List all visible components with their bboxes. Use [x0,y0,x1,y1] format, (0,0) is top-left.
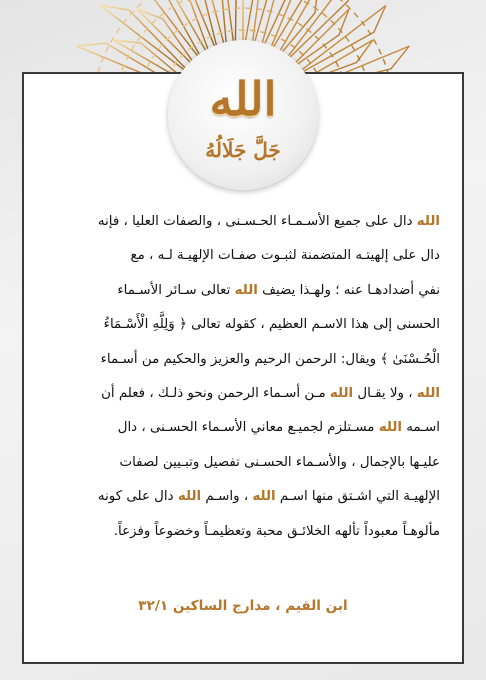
divine-name-highlight: الله [416,386,440,402]
divine-name-highlight: الله [378,420,402,436]
quote-line: عليـها بالإجمال ، والأسـماء الحسـنى تفصيل وتبـيين لصفات [119,454,440,470]
quote-line: اسـمه الله مسـتلزم لجميـع معاني الأسـماء الحسـنى ، دال [117,420,440,436]
quote-line: الإلهيـة التي اشـتق منها اسـم الله ، واسـم الله دال على كونه [97,489,440,505]
quote-line: الله دال على جميع الأسـمـاء الحـسـنى ، والصفات العليا ، فإنه [97,214,440,229]
emblem-honorific-text: جَلَّ جَلَالُهُ [205,138,281,162]
divine-name-highlight: الله [252,489,276,505]
quote-line: الحسنى إلى هذا الاسـم العظيم ، كقوله تعالى ﴿ وَلِلَّهِ الْأَسْـمَاءُ [103,317,440,333]
quote-line: نفي أضدادهـا عنه ؛ ولهـذا يضيف الله تعالى سـائر الأسـماء [117,282,440,298]
source-citation: ابن القيم ، مدارج الساكين ٣٢/١ [138,598,348,614]
divine-name-highlight: الله [329,386,354,402]
quote-line: دال على إلهيتـه المتضمنة لثبـوت صفـات الإلهيـة لـه ، مع [130,248,440,264]
divine-name-highlight: الله [177,489,202,505]
quote-line: الله ، ولا يقـال الله مـن أسـماء الرحمن ونحو ذلـك ، فعلم أن [101,386,440,402]
quote-body [46,205,440,549]
divine-name-highlight: الله [416,214,440,229]
quote-line: الْحُـسْنَىٰ ﴾ ويقال: الرحمن الرحيم والعزيز والحكيم من أسـماء [100,351,440,367]
quote-line: مألوهـاً معبوداً تألهه الخلائـق محبة وتعظيمـاً وخضوعاً وفزعاً. [113,523,440,539]
divine-name-highlight: الله [234,282,258,298]
divine-name-emblem [168,40,318,190]
emblem-name-text: الله [209,72,277,126]
